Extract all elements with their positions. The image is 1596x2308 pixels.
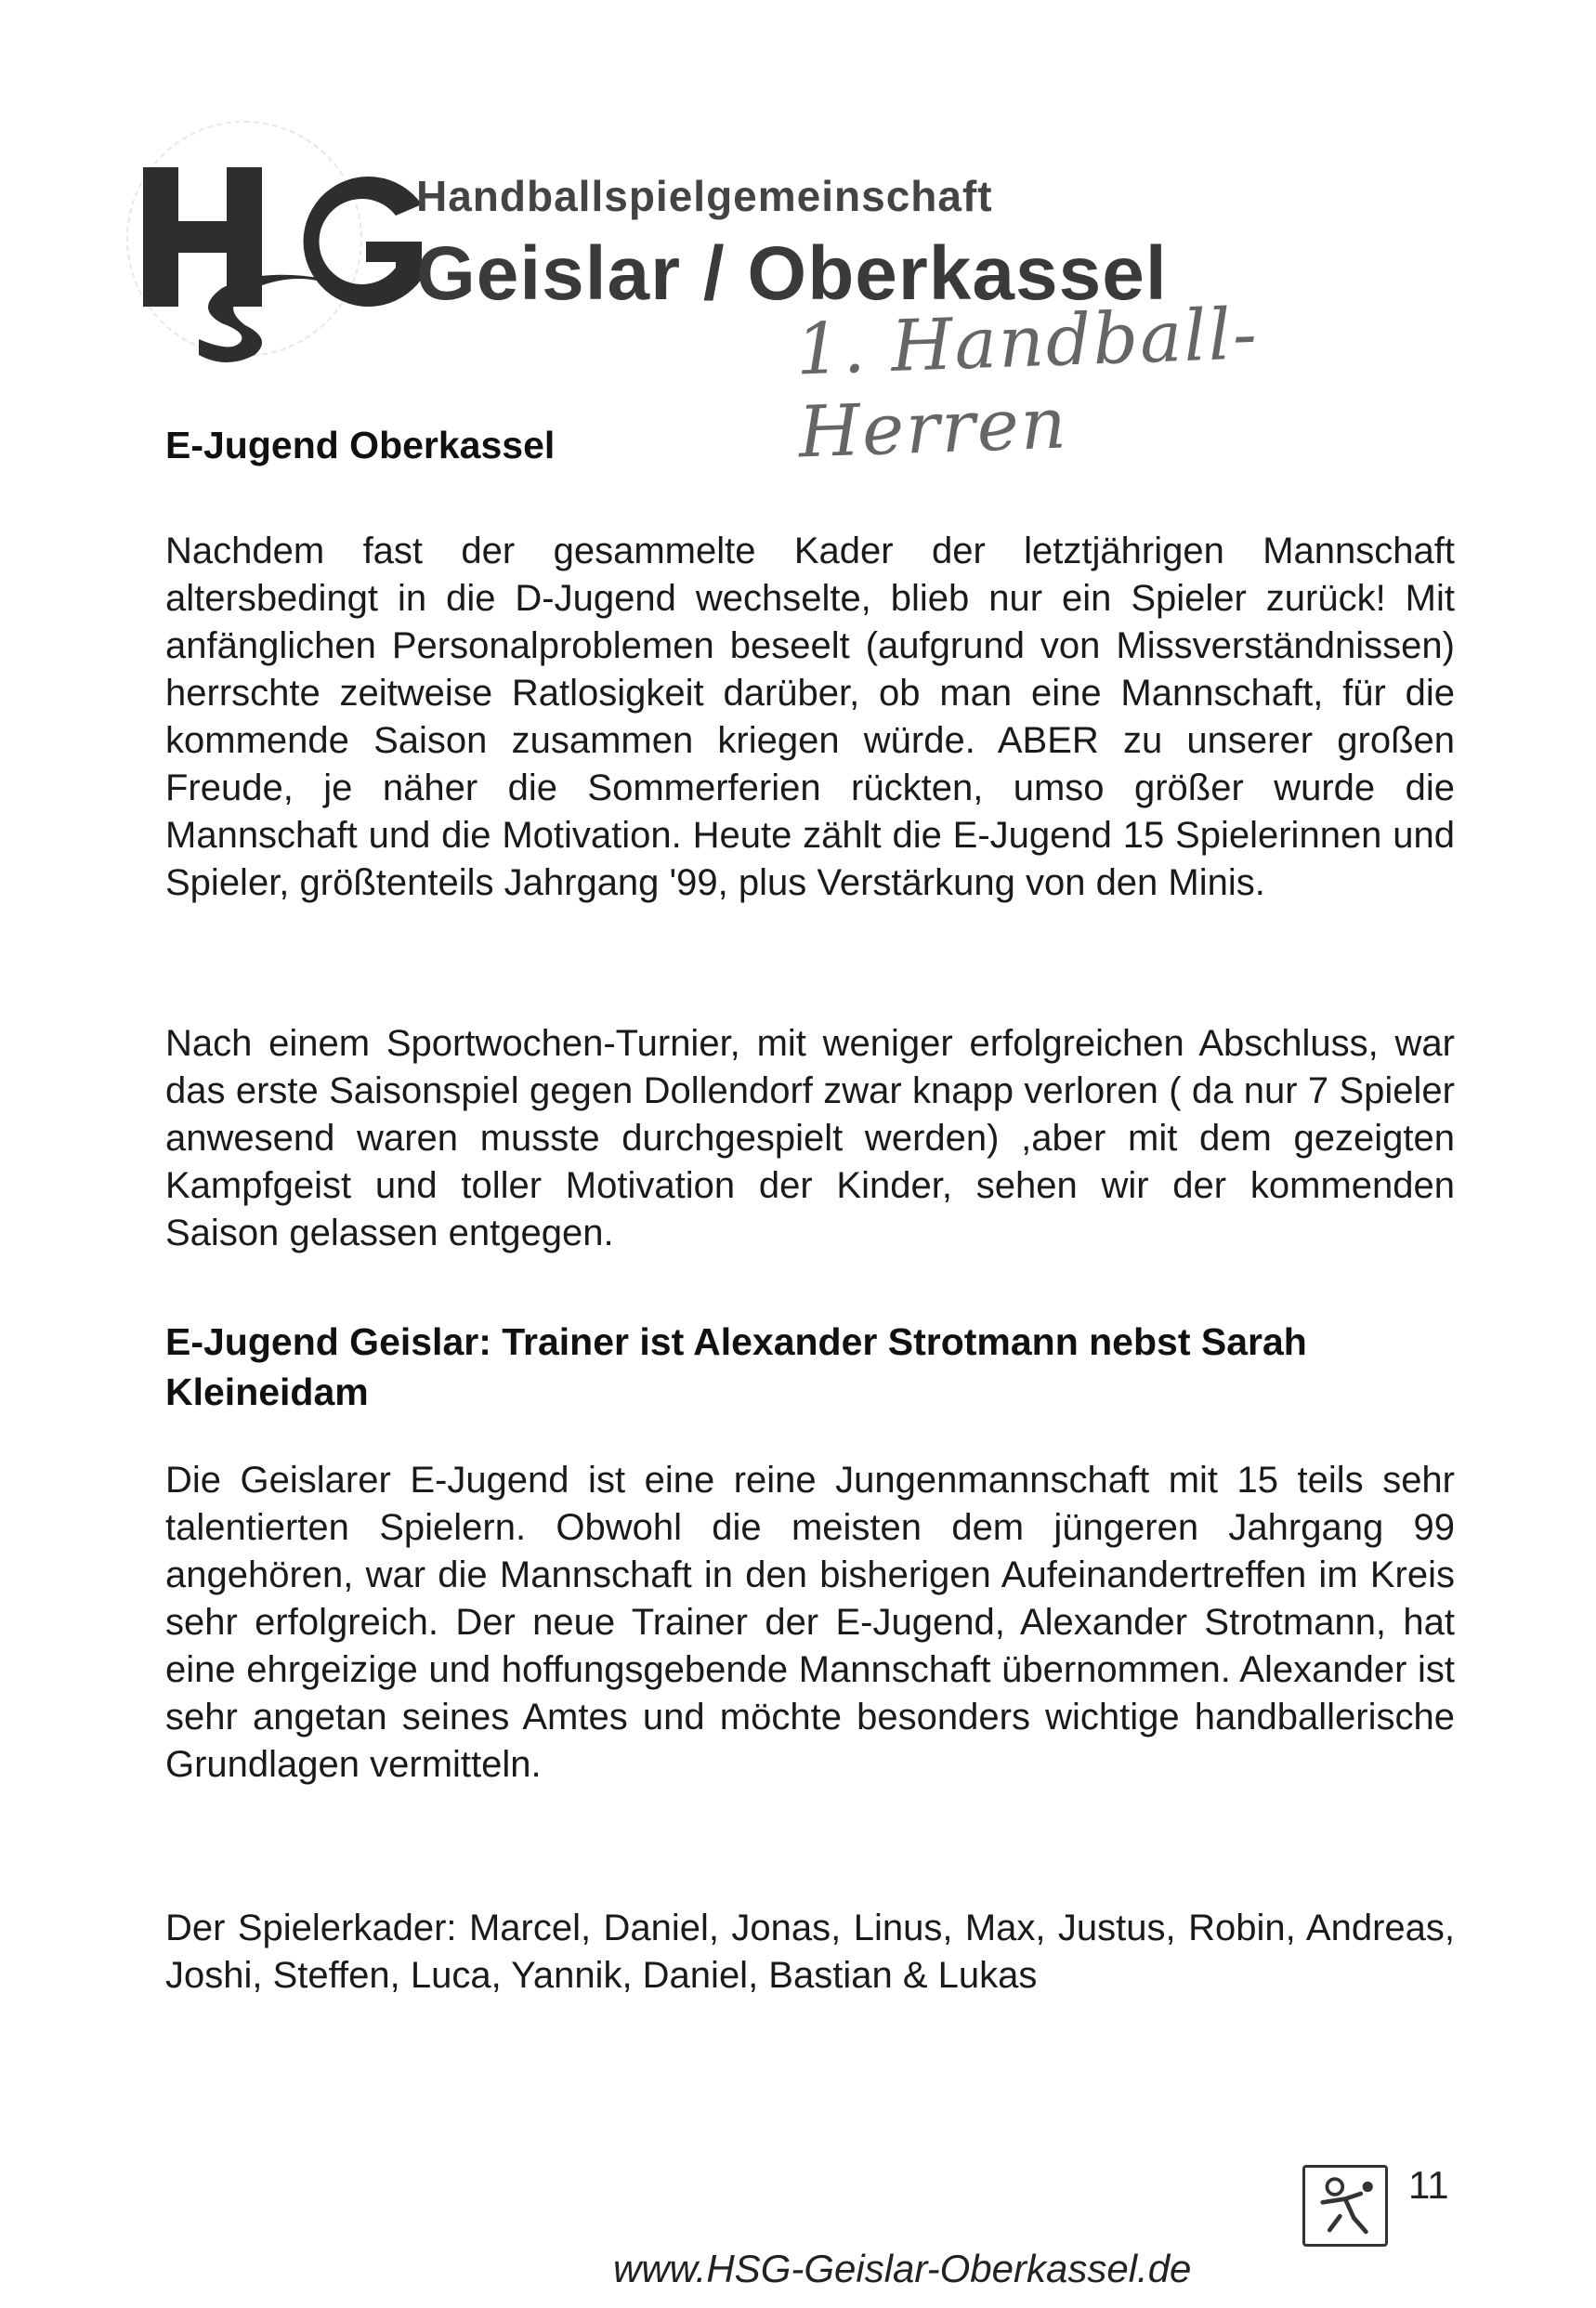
player-roster: Der Spielerkader: Marcel, Daniel, Jonas, Linus, Max, Justus, Robin, Andreas, Joshi, Steffen, Luca, Yannik, Daniel, Bastian & Lukas (165, 1908, 1455, 1996)
club-name-line2: Geislar / Oberkassel (416, 231, 1168, 316)
website-link[interactable]: www.HSG-Geislar-Oberkassel.de (613, 2247, 1192, 2290)
paragraph: Die Geislarer E-Jugend ist eine reine Jungenmannschaft mit 15 teils sehr talentierten Spielern. Obwohl die meisten dem jüngeren Jahrgang 99 angehören, war die Mannschaft in den bisherigen Aufeinandertreffen im Kreis sehr erfolgreich. Der neue Trainer der E-Jugend, Alexander Strotmann, hat eine ehrgeizige und hoffungsgebende Mannschaft übernommen. Alexander ist sehr angetan seines Amtes und möchte besonders wichtige handballerische Grundlagen vermitteln. (165, 1460, 1455, 1785)
club-name-line1: Handballspielgemeinschaft (416, 172, 993, 220)
handball-player-icon (1302, 2165, 1388, 2247)
section-heading-geislar: E-Jugend Geislar: Trainer ist Alexander Strotmann nebst Sarah Kleineidam (165, 1320, 1307, 1413)
paragraph: Nachdem fast der gesammelte Kader der letztjährigen Mannschaft altersbedingt in die D-Jugend wechselte, blieb nur ein Spieler zurück! Mit anfänglichen Personalproblemen beseelt (aufgrund von Missverständnissen) herrschte zeitweise Ratlosigkeit darüber, ob man eine Mannschaft, für die kommende Saison zusammen kriegen würde. ABER zu unserer großen Freude, je näher die Sommerferien rückten, umso größer wurde die Mannschaft und die Motivation. Heute zählt die E-Jugend 15 Spielerinnen und Spieler, größtenteils Jahrgang '99, plus Verstärkung von den Minis. (165, 531, 1455, 903)
section-heading-oberkassel: E-Jugend Oberkassel (165, 424, 556, 466)
handwritten-annotation: 1. Handball-Herren (794, 292, 1261, 474)
page-number: 11 (1408, 2163, 1449, 2207)
paragraph: Nach einem Sportwochen-Turnier, mit weniger erfolgreichen Abschluss, war das erste Saisonspiel gegen Dollendorf zwar knapp verloren ( da nur 7 Spieler anwesend waren musste durchgespielt werden) ,aber mit dem gezeigten Kampfgeist und toller Motivation der Kinder, sehen wir der kommenden Saison gelassen entgegen. (165, 1023, 1455, 1253)
